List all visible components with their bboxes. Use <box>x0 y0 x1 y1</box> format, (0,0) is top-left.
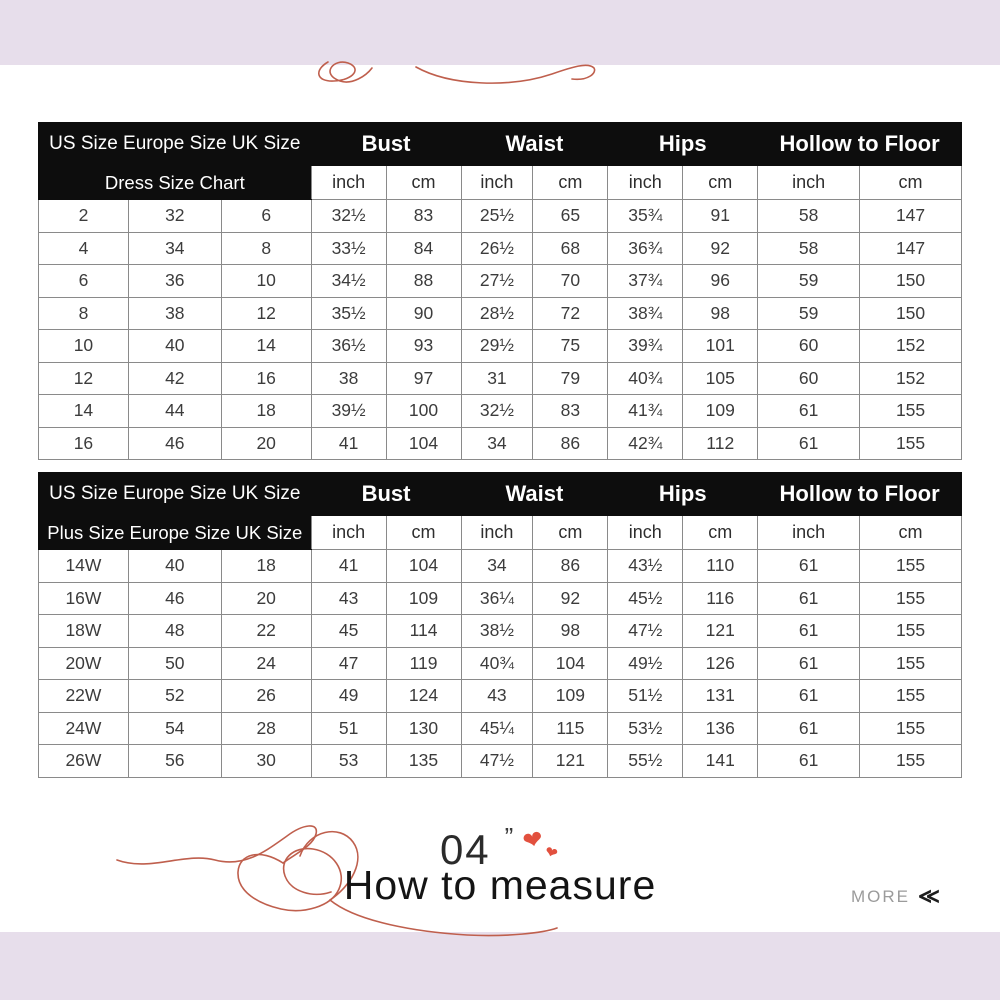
table-cell: 61 <box>758 550 860 583</box>
table-cell: 43 <box>461 680 533 713</box>
table-cell: 119 <box>386 647 461 680</box>
table-cell: 35½ <box>311 297 386 330</box>
table-cell: 150 <box>860 265 962 298</box>
table-cell: 61 <box>758 582 860 615</box>
table-row <box>39 427 962 460</box>
table-cell: 16 <box>221 362 311 395</box>
table-cell: 105 <box>683 362 758 395</box>
table-row <box>39 200 962 233</box>
table-cell: 61 <box>758 712 860 745</box>
table-cell: 88 <box>386 265 461 298</box>
chart-title-cell: Plus Size Europe Size UK Size <box>39 516 312 550</box>
table-cell: 4 <box>39 232 129 265</box>
table-cell: 79 <box>533 362 608 395</box>
table-cell: 26W <box>39 745 129 778</box>
table-cell: 6 <box>221 200 311 233</box>
table-cell: 97 <box>386 362 461 395</box>
bust-header: Bust <box>311 473 461 516</box>
double-chevron-left-icon: ≪ <box>918 885 938 908</box>
table-cell: 32 <box>128 200 221 233</box>
table-cell: 116 <box>683 582 758 615</box>
table-cell: 20 <box>221 582 311 615</box>
table-cell: 27½ <box>461 265 533 298</box>
hips-header: Hips <box>608 473 758 516</box>
table-row <box>39 297 962 330</box>
size-systems-header: US Size Europe Size UK Size <box>39 473 312 516</box>
table-cell: 147 <box>860 232 962 265</box>
table-cell: 92 <box>533 582 608 615</box>
table-cell: 115 <box>533 712 608 745</box>
table-cell: 32½ <box>311 200 386 233</box>
dress-size-table-body <box>39 200 962 460</box>
table-cell: 100 <box>386 395 461 428</box>
table-cell: 24W <box>39 712 129 745</box>
section-number-text: 04 <box>439 826 491 873</box>
unit-header: inch <box>608 516 683 550</box>
table-cell: 18 <box>221 395 311 428</box>
table-cell: 45¼ <box>461 712 533 745</box>
table-cell: 25½ <box>461 200 533 233</box>
table-cell: 26½ <box>461 232 533 265</box>
table-cell: 40¾ <box>461 647 533 680</box>
table-cell: 44 <box>128 395 221 428</box>
table-cell: 43½ <box>608 550 683 583</box>
table-cell: 86 <box>533 427 608 460</box>
table-cell: 34 <box>128 232 221 265</box>
table-cell: 39¾ <box>608 330 683 363</box>
table-cell: 53 <box>311 745 386 778</box>
table-cell: 38 <box>311 362 386 395</box>
table-cell: 91 <box>683 200 758 233</box>
table-cell: 53½ <box>608 712 683 745</box>
table-row <box>39 362 962 395</box>
unit-header: inch <box>311 166 386 200</box>
table-cell: 16W <box>39 582 129 615</box>
unit-header: inch <box>311 516 386 550</box>
table-cell: 83 <box>386 200 461 233</box>
table-cell: 96 <box>683 265 758 298</box>
table-row <box>39 745 962 778</box>
table-cell: 45½ <box>608 582 683 615</box>
table-cell: 41 <box>311 550 386 583</box>
waist-header: Waist <box>461 123 608 166</box>
table-cell: 12 <box>221 297 311 330</box>
table-cell: 58 <box>758 200 860 233</box>
unit-header: cm <box>683 516 758 550</box>
table-cell: 51½ <box>608 680 683 713</box>
hollow-to-floor-header: Hollow to Floor <box>758 473 962 516</box>
table-cell: 61 <box>758 395 860 428</box>
table-cell: 130 <box>386 712 461 745</box>
table-cell: 83 <box>533 395 608 428</box>
table-cell: 90 <box>386 297 461 330</box>
table-cell: 56 <box>128 745 221 778</box>
table-row <box>39 550 962 583</box>
table-cell: 114 <box>386 615 461 648</box>
table-cell: 61 <box>758 615 860 648</box>
table-cell: 124 <box>386 680 461 713</box>
table-cell: 12 <box>39 362 129 395</box>
unit-header: cm <box>533 166 608 200</box>
unit-header: cm <box>533 516 608 550</box>
unit-header: cm <box>683 166 758 200</box>
table-cell: 52 <box>128 680 221 713</box>
table-cell: 29½ <box>461 330 533 363</box>
table-row <box>39 680 962 713</box>
table-cell: 104 <box>386 427 461 460</box>
table-cell: 136 <box>683 712 758 745</box>
table-cell: 36½ <box>311 330 386 363</box>
table-cell: 46 <box>128 427 221 460</box>
table-cell: 101 <box>683 330 758 363</box>
more-label: MORE <box>851 886 911 906</box>
table-cell: 38 <box>128 297 221 330</box>
table-cell: 109 <box>533 680 608 713</box>
table-cell: 18 <box>221 550 311 583</box>
unit-header: cm <box>860 516 962 550</box>
table-cell: 155 <box>860 427 962 460</box>
heart-icon: ❤ <box>520 824 549 857</box>
table-cell: 48 <box>128 615 221 648</box>
table-cell: 14 <box>221 330 311 363</box>
table-row <box>39 265 962 298</box>
table-cell: 45 <box>311 615 386 648</box>
table-cell: 150 <box>860 297 962 330</box>
table-cell: 34 <box>461 550 533 583</box>
table-group-header-row <box>39 473 962 516</box>
table-cell: 84 <box>386 232 461 265</box>
table-cell: 38¾ <box>608 297 683 330</box>
table-cell: 110 <box>683 550 758 583</box>
table-cell: 36 <box>128 265 221 298</box>
heart-icon: ❤ <box>543 843 563 864</box>
table-cell: 155 <box>860 647 962 680</box>
table-cell: 42 <box>128 362 221 395</box>
unit-header: cm <box>386 516 461 550</box>
unit-header: cm <box>860 166 962 200</box>
table-cell: 155 <box>860 680 962 713</box>
table-cell: 22W <box>39 680 129 713</box>
more-link[interactable] <box>851 884 938 909</box>
quote-mark: ” <box>504 822 516 852</box>
section-title: How to measure <box>343 862 657 908</box>
table-cell: 147 <box>860 200 962 233</box>
table-cell: 104 <box>386 550 461 583</box>
unit-header: cm <box>386 166 461 200</box>
table-cell: 121 <box>683 615 758 648</box>
table-cell: 135 <box>386 745 461 778</box>
table-cell: 8 <box>39 297 129 330</box>
table-cell: 22 <box>221 615 311 648</box>
table-cell: 47 <box>311 647 386 680</box>
table-cell: 75 <box>533 330 608 363</box>
table-cell: 33½ <box>311 232 386 265</box>
table-unit-header-row <box>39 516 962 550</box>
table-cell: 72 <box>533 297 608 330</box>
table-cell: 14 <box>39 395 129 428</box>
table-cell: 92 <box>683 232 758 265</box>
table-cell: 10 <box>221 265 311 298</box>
plus-size-table <box>38 472 962 778</box>
table-cell: 10 <box>39 330 129 363</box>
table-cell: 28½ <box>461 297 533 330</box>
table-cell: 155 <box>860 395 962 428</box>
table-row <box>39 582 962 615</box>
unit-header: inch <box>758 516 860 550</box>
table-unit-header-row <box>39 166 962 200</box>
table-cell: 28 <box>221 712 311 745</box>
table-cell: 40 <box>128 330 221 363</box>
table-cell: 98 <box>683 297 758 330</box>
table-group-header-row <box>39 123 962 166</box>
table-cell: 155 <box>860 582 962 615</box>
table-cell: 47½ <box>608 615 683 648</box>
table-cell: 24 <box>221 647 311 680</box>
table-cell: 42¾ <box>608 427 683 460</box>
chart-title-cell: Dress Size Chart <box>39 166 312 200</box>
table-cell: 40 <box>128 550 221 583</box>
table-cell: 61 <box>758 647 860 680</box>
table-cell: 152 <box>860 362 962 395</box>
table-cell: 36¾ <box>608 232 683 265</box>
table-cell: 26 <box>221 680 311 713</box>
table-cell: 155 <box>860 712 962 745</box>
table-cell: 141 <box>683 745 758 778</box>
table-row <box>39 647 962 680</box>
table-cell: 50 <box>128 647 221 680</box>
table-cell: 49½ <box>608 647 683 680</box>
table-cell: 47½ <box>461 745 533 778</box>
unit-header: inch <box>608 166 683 200</box>
table-cell: 46 <box>128 582 221 615</box>
table-cell: 61 <box>758 427 860 460</box>
table-cell: 20W <box>39 647 129 680</box>
bust-header: Bust <box>311 123 461 166</box>
table-cell: 70 <box>533 265 608 298</box>
waist-header: Waist <box>461 473 608 516</box>
table-cell: 32½ <box>461 395 533 428</box>
dress-size-table <box>38 122 962 460</box>
hips-header: Hips <box>608 123 758 166</box>
table-cell: 59 <box>758 265 860 298</box>
hollow-to-floor-header: Hollow to Floor <box>758 123 962 166</box>
table-cell: 6 <box>39 265 129 298</box>
table-cell: 51 <box>311 712 386 745</box>
plus-size-table-body <box>39 550 962 778</box>
table-cell: 14W <box>39 550 129 583</box>
table-cell: 18W <box>39 615 129 648</box>
table-cell: 35¾ <box>608 200 683 233</box>
table-cell: 98 <box>533 615 608 648</box>
table-cell: 60 <box>758 330 860 363</box>
table-cell: 20 <box>221 427 311 460</box>
table-cell: 86 <box>533 550 608 583</box>
table-cell: 39½ <box>311 395 386 428</box>
table-cell: 31 <box>461 362 533 395</box>
table-cell: 104 <box>533 647 608 680</box>
table-cell: 61 <box>758 680 860 713</box>
table-cell: 155 <box>860 615 962 648</box>
table-cell: 8 <box>221 232 311 265</box>
table-cell: 121 <box>533 745 608 778</box>
table-cell: 112 <box>683 427 758 460</box>
table-cell: 58 <box>758 232 860 265</box>
size-systems-header: US Size Europe Size UK Size <box>39 123 312 166</box>
table-cell: 155 <box>860 745 962 778</box>
table-cell: 38½ <box>461 615 533 648</box>
table-cell: 152 <box>860 330 962 363</box>
table-cell: 16 <box>39 427 129 460</box>
top-banner-band <box>0 0 1000 65</box>
table-row <box>39 330 962 363</box>
table-cell: 43 <box>311 582 386 615</box>
table-cell: 55½ <box>608 745 683 778</box>
table-cell: 59 <box>758 297 860 330</box>
unit-header: inch <box>461 166 533 200</box>
table-cell: 109 <box>683 395 758 428</box>
unit-header: inch <box>461 516 533 550</box>
table-cell: 109 <box>386 582 461 615</box>
table-cell: 37¾ <box>608 265 683 298</box>
table-cell: 49 <box>311 680 386 713</box>
table-cell: 93 <box>386 330 461 363</box>
table-row <box>39 615 962 648</box>
unit-header: inch <box>758 166 860 200</box>
table-cell: 34½ <box>311 265 386 298</box>
table-row <box>39 712 962 745</box>
table-cell: 2 <box>39 200 129 233</box>
table-cell: 65 <box>533 200 608 233</box>
table-cell: 68 <box>533 232 608 265</box>
table-cell: 30 <box>221 745 311 778</box>
table-row <box>39 395 962 428</box>
table-cell: 41¾ <box>608 395 683 428</box>
table-cell: 126 <box>683 647 758 680</box>
table-cell: 131 <box>683 680 758 713</box>
table-cell: 34 <box>461 427 533 460</box>
table-cell: 54 <box>128 712 221 745</box>
table-cell: 155 <box>860 550 962 583</box>
table-cell: 61 <box>758 745 860 778</box>
bottom-banner-band <box>0 932 1000 1000</box>
table-cell: 36¼ <box>461 582 533 615</box>
table-cell: 40¾ <box>608 362 683 395</box>
table-row <box>39 232 962 265</box>
table-cell: 60 <box>758 362 860 395</box>
table-cell: 41 <box>311 427 386 460</box>
